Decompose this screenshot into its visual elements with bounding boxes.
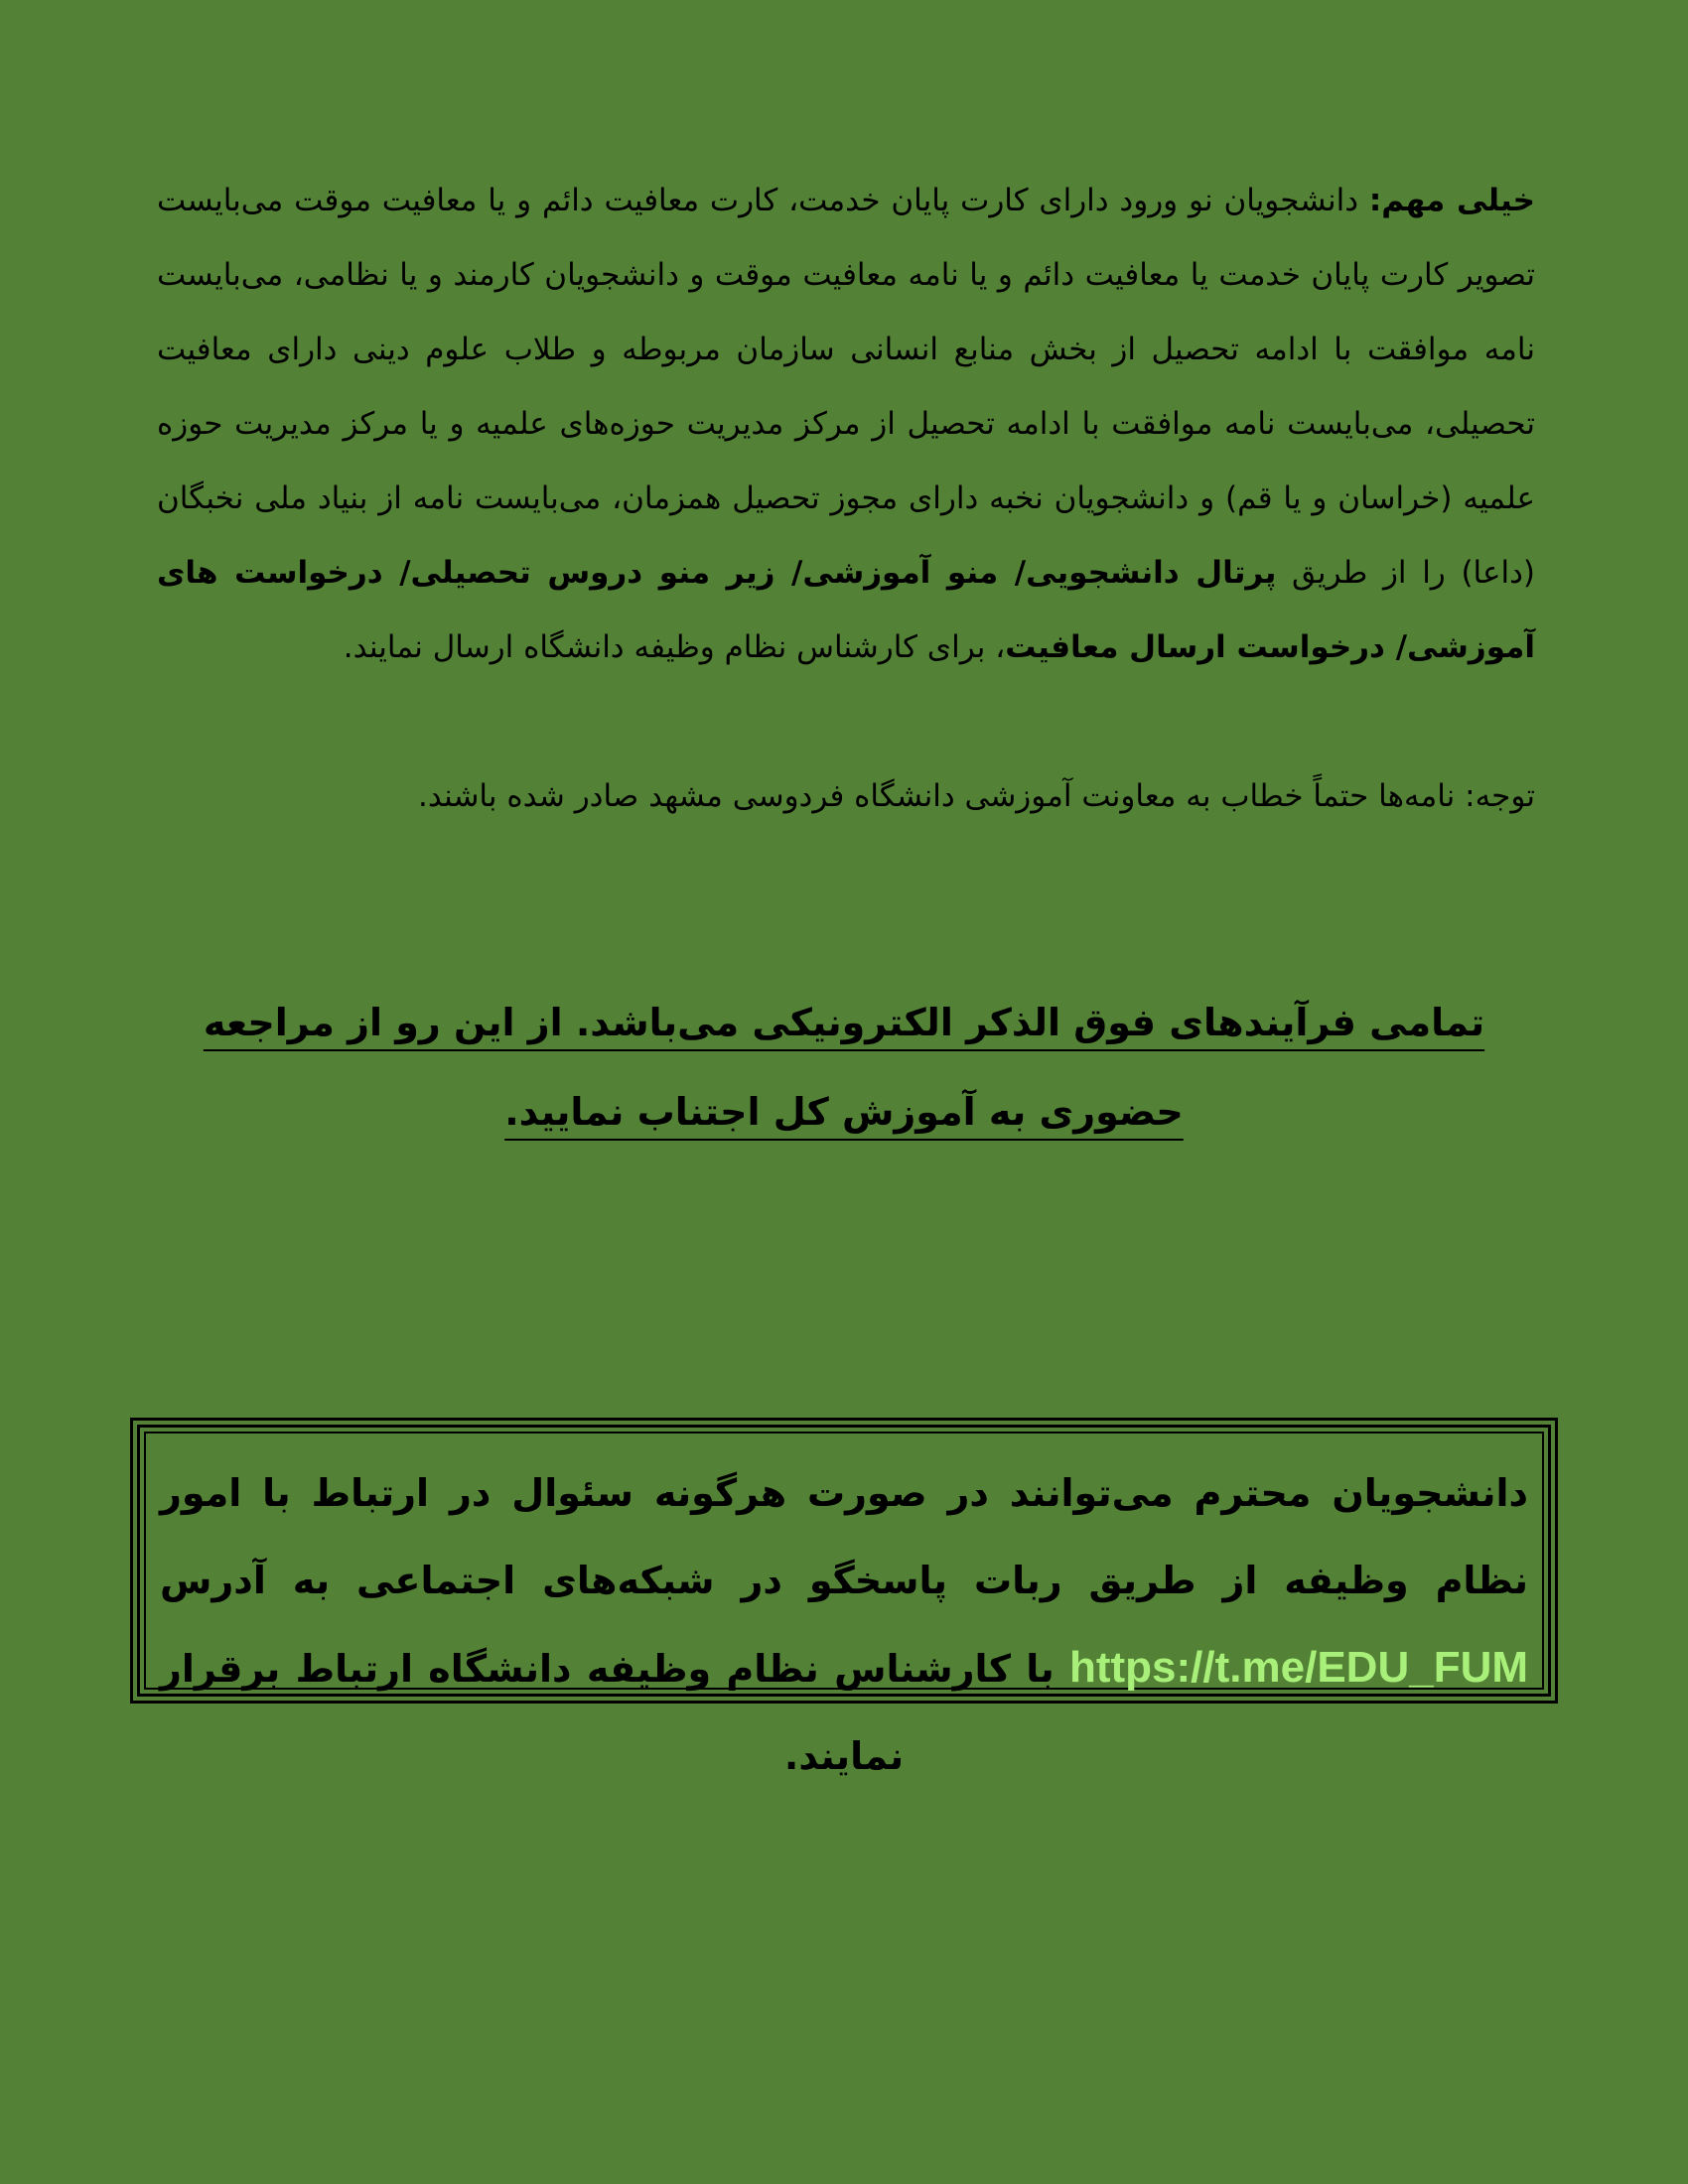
portal-path: پرتال دانشجویی/ منو آموزشی/ زیر منو دروس تحصیلی/ درخواست های آموزشی/ درخواست ارسال معافیت <box>157 555 1535 665</box>
contact-text-start: دانشجویان محترم می‌توانند در صورت هرگونه سئوال در ارتباط با امور نظام وظیفه از طریق ربات پاسخگو در شبکه‌های اجتماعی به آدرس <box>160 1471 1528 1602</box>
notice-heading-text: تمامی فرآیندهای فوق الذکر الکترونیکی می‌باشد. از این رو از مراجعه حضوری به آموزش کل اجتناب نمایید. <box>203 1001 1485 1134</box>
main-paragraph-ending: ، برای کارشناس نظام وظیفه دانشگاه ارسال نمایند. <box>343 629 1006 665</box>
contact-text <box>160 1449 1528 1800</box>
important-label: خیلی مهم: <box>1368 183 1536 218</box>
note-paragraph: توجه: نامه‌ها حتماً خطاب به معاونت آموزشی دانشگاه فردوسی مشهد صادر شده باشند. <box>417 778 1535 814</box>
main-paragraph-body: دانشجویان نو ورود دارای کارت پایان خدمت، کارت معافیت دائم و یا معافیت موقت می‌بایست تصویر کارت پایان خدمت یا معافیت دائم و یا نامه معافیت موقت و دانشجویان کارمند و یا نظامی، می‌بایست نامه موافقت با ادامه تحصیل از بخش منابع انسانی سازمان مربوطه و طلاب علوم دینی دارای معافیت تحصیلی، می‌بایست نامه موافقت با ادامه تحصیل از مرکز مدیریت حوزه‌های علمیه و یا مرکز مدیریت حوزه علمیه (خراسان و یا قم) و دانشجویان نخبه دارای مجوز تحصیل همزمان، می‌بایست نامه از بنیاد ملی نخبگان (داعا) را از طریق <box>157 183 1535 591</box>
telegram-link[interactable]: https://t.me/EDU_FUM <box>1069 1643 1528 1692</box>
contact-box <box>130 1418 1558 1778</box>
electronic-process-notice <box>199 978 1489 1157</box>
main-paragraph <box>157 164 1535 685</box>
contact-text-end: با کارشناس نظام وظیفه دانشگاه ارتباط برقرار نمایند. <box>160 1647 1069 1778</box>
